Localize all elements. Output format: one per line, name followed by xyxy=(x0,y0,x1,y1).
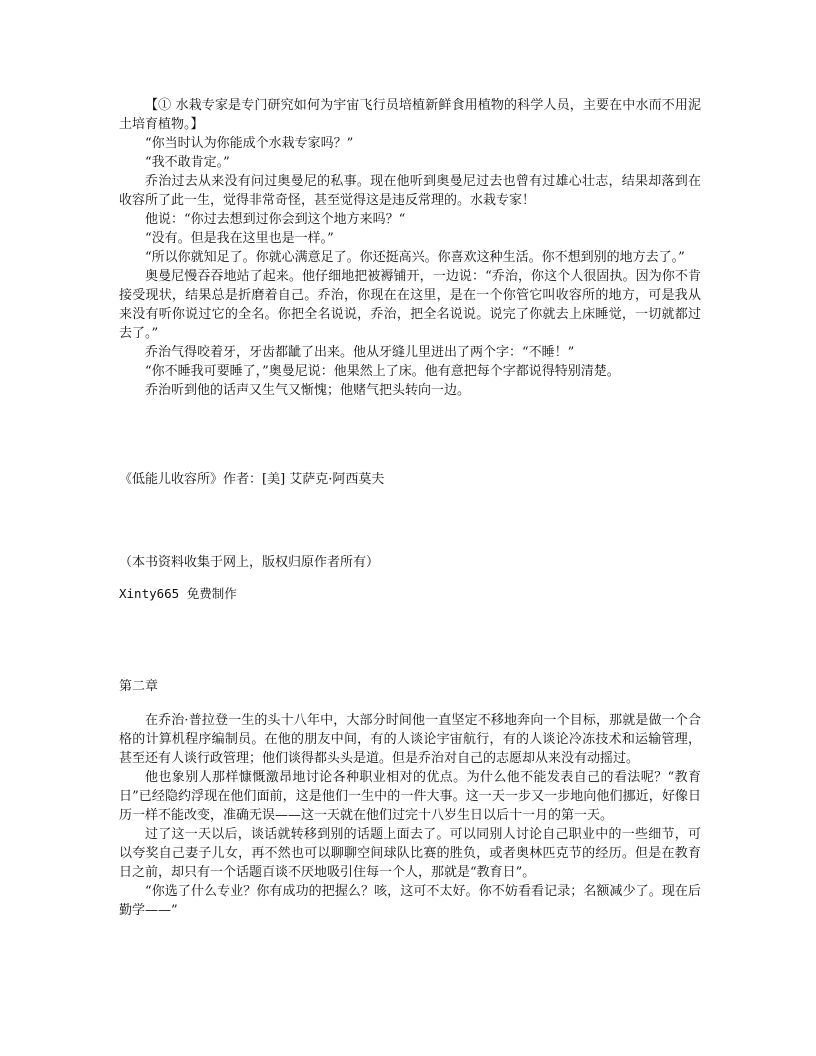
chapter-title: 第二章 xyxy=(119,679,159,694)
narrative-paragraph: 他也象别人那样慷慨激昂地讨论各种职业相对的优点。为什么他不能发表自己的看法呢？“教育日”已经隐约浮现在他们面前，这是他们一生中的一件大事。这一天一步又一步地向他们挪近，好像日历一样不能改变，准确无误——这一天就在他们过完十八岁生日以后十一月的第一天。 xyxy=(119,770,701,823)
dialogue-paragraph: “你不睡我可要睡了，”奥曼尼说：他果然上了床。他有意把每个字都说得特别清楚。 xyxy=(145,364,620,379)
source-line: 《低能儿收容所》作者：[美] 艾萨克·阿西莫夫 xyxy=(119,472,385,487)
narrative-paragraph: 乔治听到他的话声又生气又惭愧；他赌气把头转向一边。 xyxy=(145,383,471,398)
dialogue-paragraph: “你选了什么专业？你有成功的把握么？咳，这可不太好。你不妨看看记录；名额减少了。现在后勤学——” xyxy=(119,884,701,918)
dialogue-paragraph: “没有。但是我在这里也是一样。” xyxy=(145,231,334,246)
maker-line: Xinty665 免费制作 xyxy=(119,586,237,601)
narrative-paragraph: 过了这一天以后，谈话就转移到别的话题上面去了。可以同别人讨论自己职业中的一些细节，可以夸奖自己妻子儿女，再不然也可以聊聊空间球队比赛的胜负，或者奥林匹克节的经历。但是在教育日之前，却只有一个话题百谈不厌地吸引住每一个人，那就是“教育日”。 xyxy=(119,827,701,880)
chapter-body xyxy=(119,711,701,920)
dialogue-paragraph: “你当时认为你能成个水栽专家吗？” xyxy=(145,136,354,151)
dialogue-paragraph: “所以你就知足了。你就心满意足了。你还挺高兴。你喜欢这种生活。你不想到别的地方去了。” xyxy=(145,250,685,265)
footnote-paragraph: 【① 水栽专家是专门研究如何为宇宙飞行员培植新鲜食用植物的科学人员，主要在中水而不用泥土培育植物。】 xyxy=(119,98,701,132)
copyright-line: （本书资料收集于网上，版权归原作者所有） xyxy=(119,555,380,570)
narrative-paragraph: 乔治气得咬着牙，牙齿都龇了出来。他从牙缝儿里迸出了两个字：“不睡！” xyxy=(145,345,575,360)
dialogue-paragraph: “我不敢肯定。” xyxy=(145,155,230,170)
dialogue-paragraph: 他说：“你过去想到过你会到这个地方来吗？“ xyxy=(145,212,406,227)
story-excerpt xyxy=(119,96,701,400)
narrative-paragraph: 乔治过去从来没有问过奥曼尼的私事。现在他听到奥曼尼过去也曾有过雄心壮志，结果却落到在收容所了此一生，觉得非常奇怪，甚至觉得这是违反常理的。水栽专家！ xyxy=(119,174,701,208)
narrative-paragraph: 在乔治·普拉登一生的头十八年中，大部分时间他一直坚定不移地奔向一个目标，那就是做一个合格的计算机程序编制员。在他的朋友中间，有的人谈论宇宙航行，有的人谈论冷冻技术和运输管理，甚至还有人谈行政管理；他们谈得都头头是道。但是乔治对自己的志愿却从来没有动摇过。 xyxy=(119,713,701,766)
narrative-paragraph: 奥曼尼慢吞吞地站了起来。他仔细地把被褥铺开，一边说：“乔治，你这个人很固执。因为你不肯接受现状，结果总是折磨着自己。乔治，你现在在这里，是在一个你管它叫收容所的地方，可是我从来没有听你说过它的全名。你把全名说说，乔治，把全名说说。说完了你就去上床睡觉，一切就都过去了。” xyxy=(119,269,701,341)
